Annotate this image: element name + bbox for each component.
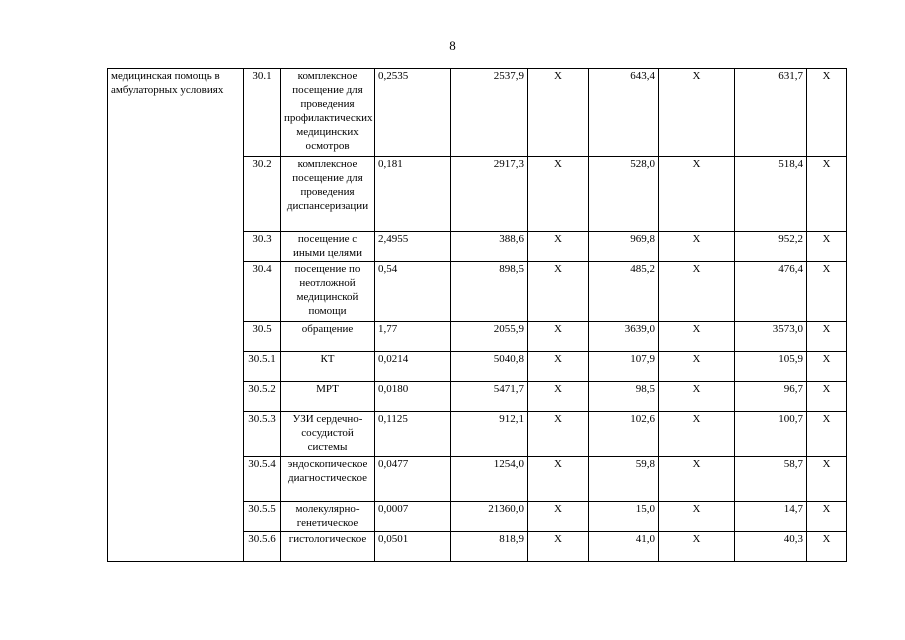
row-x-mark: X — [807, 69, 847, 157]
row-norm-value: 0,0477 — [375, 457, 451, 502]
row-x-mark: X — [659, 352, 735, 382]
row-code: 30.5.6 — [244, 532, 281, 562]
row-x-mark: X — [807, 382, 847, 412]
row-volume-value-2: 105,9 — [735, 352, 807, 382]
row-x-mark: X — [659, 157, 735, 232]
row-cost-value: 818,9 — [451, 532, 528, 562]
row-cost-value: 2537,9 — [451, 69, 528, 157]
row-volume-value: 528,0 — [589, 157, 659, 232]
row-x-mark: X — [659, 502, 735, 532]
row-cost-value: 5040,8 — [451, 352, 528, 382]
row-volume-value: 3639,0 — [589, 322, 659, 352]
row-name: комплексное посещение для проведения диспансеризации — [281, 157, 375, 232]
page-number: 8 — [449, 38, 456, 53]
row-volume-value: 643,4 — [589, 69, 659, 157]
row-cost-value: 388,6 — [451, 232, 528, 262]
row-code: 30.5 — [244, 322, 281, 352]
row-x-mark: X — [807, 157, 847, 232]
row-x-mark: X — [528, 232, 589, 262]
row-x-mark: X — [659, 457, 735, 502]
row-code: 30.5.3 — [244, 412, 281, 457]
row-code: 30.5.5 — [244, 502, 281, 532]
tariff-table — [107, 68, 847, 562]
row-volume-value-2: 3573,0 — [735, 322, 807, 352]
row-code: 30.5.4 — [244, 457, 281, 502]
row-norm-value: 0,0214 — [375, 352, 451, 382]
row-volume-value: 41,0 — [589, 532, 659, 562]
row-volume-value-2: 476,4 — [735, 262, 807, 322]
row-name: обращение — [281, 322, 375, 352]
group-label: медицинская помощь в амбулаторных условиях — [108, 69, 244, 562]
row-x-mark: X — [807, 262, 847, 322]
row-cost-value: 21360,0 — [451, 502, 528, 532]
row-cost-value: 2055,9 — [451, 322, 528, 352]
row-norm-value: 1,77 — [375, 322, 451, 352]
row-x-mark: X — [528, 69, 589, 157]
row-cost-value: 898,5 — [451, 262, 528, 322]
row-name: гистологическое — [281, 532, 375, 562]
row-volume-value-2: 58,7 — [735, 457, 807, 502]
row-code: 30.2 — [244, 157, 281, 232]
row-x-mark: X — [807, 232, 847, 262]
row-volume-value-2: 631,7 — [735, 69, 807, 157]
row-x-mark: X — [659, 322, 735, 352]
row-norm-value: 0,54 — [375, 262, 451, 322]
row-norm-value: 0,0501 — [375, 532, 451, 562]
row-name: эндоскопическое диагностическое — [281, 457, 375, 502]
row-x-mark: X — [807, 412, 847, 457]
row-name: посещение с иными целями — [281, 232, 375, 262]
row-norm-value: 2,4955 — [375, 232, 451, 262]
row-name: УЗИ сердечно-сосудистой системы — [281, 412, 375, 457]
row-norm-value: 0,0180 — [375, 382, 451, 412]
row-name: МРТ — [281, 382, 375, 412]
row-x-mark: X — [528, 412, 589, 457]
row-volume-value: 102,6 — [589, 412, 659, 457]
row-cost-value: 912,1 — [451, 412, 528, 457]
row-volume-value: 485,2 — [589, 262, 659, 322]
row-volume-value: 107,9 — [589, 352, 659, 382]
row-code: 30.1 — [244, 69, 281, 157]
row-name: молекулярно-генетическое — [281, 502, 375, 532]
row-volume-value: 59,8 — [589, 457, 659, 502]
row-volume-value-2: 952,2 — [735, 232, 807, 262]
row-x-mark: X — [528, 322, 589, 352]
row-code: 30.5.1 — [244, 352, 281, 382]
row-cost-value: 2917,3 — [451, 157, 528, 232]
row-x-mark: X — [659, 232, 735, 262]
row-volume-value-2: 14,7 — [735, 502, 807, 532]
row-volume-value-2: 40,3 — [735, 532, 807, 562]
row-volume-value: 969,8 — [589, 232, 659, 262]
row-x-mark: X — [528, 457, 589, 502]
row-volume-value-2: 518,4 — [735, 157, 807, 232]
row-volume-value-2: 100,7 — [735, 412, 807, 457]
row-code: 30.4 — [244, 262, 281, 322]
row-x-mark: X — [659, 412, 735, 457]
row-norm-value: 0,181 — [375, 157, 451, 232]
row-cost-value: 5471,7 — [451, 382, 528, 412]
row-norm-value: 0,2535 — [375, 69, 451, 157]
row-volume-value: 98,5 — [589, 382, 659, 412]
row-name: КТ — [281, 352, 375, 382]
row-code: 30.5.2 — [244, 382, 281, 412]
row-x-mark: X — [528, 502, 589, 532]
row-x-mark: X — [807, 322, 847, 352]
row-x-mark: X — [659, 532, 735, 562]
row-x-mark: X — [807, 352, 847, 382]
row-x-mark: X — [528, 382, 589, 412]
row-cost-value: 1254,0 — [451, 457, 528, 502]
row-x-mark: X — [528, 532, 589, 562]
row-x-mark: X — [807, 502, 847, 532]
row-x-mark: X — [659, 69, 735, 157]
row-volume-value-2: 96,7 — [735, 382, 807, 412]
row-x-mark: X — [807, 532, 847, 562]
table-row — [108, 69, 847, 157]
row-x-mark: X — [807, 457, 847, 502]
row-x-mark: X — [528, 352, 589, 382]
row-name: комплексное посещение для проведения профилактических медицинских осмотров — [281, 69, 375, 157]
row-x-mark: X — [659, 382, 735, 412]
row-name: посещение по неотложной медицинской помощи — [281, 262, 375, 322]
row-code: 30.3 — [244, 232, 281, 262]
row-norm-value: 0,0007 — [375, 502, 451, 532]
row-x-mark: X — [659, 262, 735, 322]
row-x-mark: X — [528, 157, 589, 232]
row-volume-value: 15,0 — [589, 502, 659, 532]
row-x-mark: X — [528, 262, 589, 322]
row-norm-value: 0,1125 — [375, 412, 451, 457]
